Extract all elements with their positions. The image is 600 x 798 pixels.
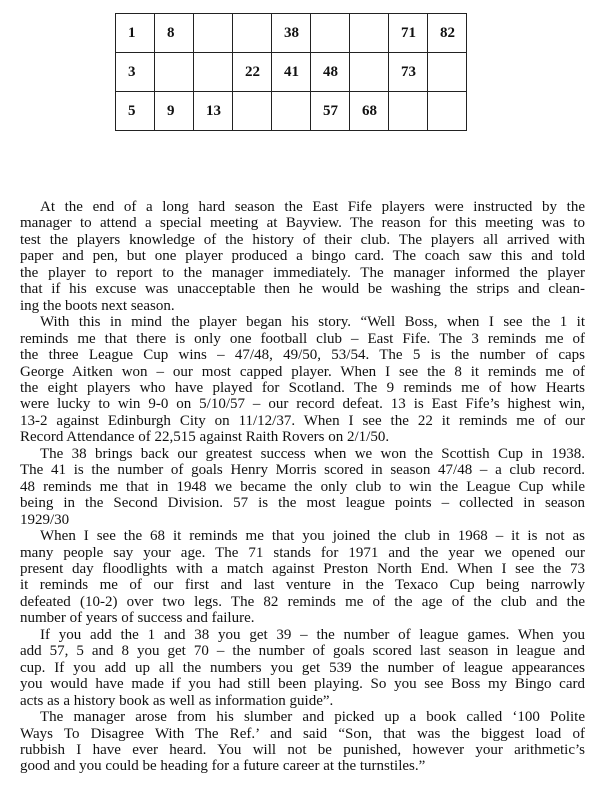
text-line: 48 reminds me that in 1948 we became the only club to win the League Cup while bbox=[20, 478, 585, 495]
bingo-row bbox=[116, 92, 467, 131]
text-line: acts as a history book as well as information guide”. bbox=[20, 692, 334, 709]
text-line: good and you could be heading for a future career at the turnstiles.” bbox=[20, 758, 426, 775]
paragraph bbox=[20, 314, 585, 446]
bingo-row bbox=[116, 14, 467, 53]
paragraph bbox=[20, 528, 585, 627]
text-line: rubbish I have ever heard. You will not be punished, however your arithmetic’s bbox=[20, 741, 585, 758]
text-line: cup. If you add up all the numbers you get 539 the number of league appearances bbox=[20, 659, 585, 676]
text-line: ing the boots next season. bbox=[20, 297, 175, 314]
text-line: George Aitken won – our most capped player. When I see the 8 it reminds me of bbox=[20, 363, 585, 380]
text-line: The 38 brings back our greatest success when we won the Scottish Cup in 1938. bbox=[40, 445, 585, 462]
story-text bbox=[20, 199, 585, 775]
bingo-cell: 38 bbox=[272, 14, 311, 53]
text-line: the three League Cup wins – 47/48, 49/50, 53/54. The 5 is the number of caps bbox=[20, 347, 585, 364]
bingo-cell: 73 bbox=[389, 53, 428, 92]
text-line: When I see the 68 it reminds me that you joined the club in 1968 – it is not as bbox=[40, 528, 585, 545]
bingo-cell bbox=[428, 53, 467, 92]
paragraph bbox=[20, 199, 585, 314]
text-line: the eight players who have played for Scotland. The 9 reminds me of how Hearts bbox=[20, 379, 585, 396]
text-line: With this in mind the player began his story. “Well Boss, when I see the 1 it bbox=[40, 314, 585, 331]
bingo-cell: 3 bbox=[116, 53, 155, 92]
bingo-cell: 1 bbox=[116, 14, 155, 53]
bingo-cell bbox=[428, 92, 467, 131]
paragraph bbox=[20, 627, 585, 709]
text-line: At the end of a long hard season the East Fife players were instructed by the bbox=[40, 199, 585, 215]
bingo-cell bbox=[350, 14, 389, 53]
paragraph bbox=[20, 446, 585, 528]
text-line: defeated (10-2) over two legs. The 82 reminds me of the age of the club and the bbox=[20, 593, 585, 610]
bingo-cell: 68 bbox=[350, 92, 389, 131]
bingo-cell: 41 bbox=[272, 53, 311, 92]
text-line: The manager arose from his slumber and picked up a book called ‘100 Polite bbox=[40, 709, 585, 726]
text-line: being in the Second Division. 57 is the most league points – collected in season bbox=[20, 495, 585, 512]
text-line: If you add the 1 and 38 you get 39 – the number of league games. When you bbox=[40, 626, 585, 643]
text-line: you would have made if you had still been playing. So you see Boss my Bingo card bbox=[20, 676, 585, 693]
bingo-cell: 13 bbox=[194, 92, 233, 131]
text-line: Ways To Disagree With The Ref.’ and said “Son, that was the biggest load of bbox=[20, 725, 585, 742]
text-line: The 41 is the number of goals Henry Morris scored in season 47/48 – a club record. bbox=[20, 462, 585, 479]
bingo-cell bbox=[350, 53, 389, 92]
bingo-cell bbox=[194, 53, 233, 92]
bingo-cell: 48 bbox=[311, 53, 350, 92]
text-line: manager to attend a special meeting at Bayview. The reason for this meeting was to bbox=[20, 215, 585, 232]
text-line: number of years of success and failure. bbox=[20, 610, 255, 627]
text-line: reminds me that there is only one football club – East Fife. The 3 reminds me of bbox=[20, 330, 585, 347]
bingo-cell: 8 bbox=[155, 14, 194, 53]
bingo-cell bbox=[389, 92, 428, 131]
bingo-cell: 71 bbox=[389, 14, 428, 53]
bingo-card bbox=[115, 13, 467, 131]
text-line: present day floodlights with a match against Preston North End. When I see the 73 bbox=[20, 560, 585, 577]
text-line: Record Attendance of 22,515 against Raith Rovers on 2/1/50. bbox=[20, 429, 390, 446]
bingo-cell bbox=[155, 53, 194, 92]
text-line: many people say your age. The 71 stands for 1971 and the year we opened our bbox=[20, 544, 585, 561]
bingo-cell: 9 bbox=[155, 92, 194, 131]
bingo-cell bbox=[311, 14, 350, 53]
text-line: the player to report to the manager immediately. The manager informed the player bbox=[20, 264, 585, 281]
bingo-cell: 82 bbox=[428, 14, 467, 53]
text-line: 13-2 against Edinburgh City on 11/12/37. When I see the 22 it reminds me of our bbox=[20, 412, 585, 429]
bingo-cell: 5 bbox=[116, 92, 155, 131]
bingo-cell: 22 bbox=[233, 53, 272, 92]
bingo-cell bbox=[272, 92, 311, 131]
text-line: paper and pen, but one player produced a bingo card. The coach saw this and told bbox=[20, 248, 585, 265]
paragraph bbox=[20, 709, 585, 775]
text-line: were lucky to win 9-0 on 5/10/57 – our record defeat. 13 is East Fife’s highest win, bbox=[20, 396, 585, 413]
text-line: test the players knowledge of the history of their club. The players all arrived with bbox=[20, 231, 585, 248]
text-line: 1929/30 bbox=[20, 511, 70, 528]
bingo-row bbox=[116, 53, 467, 92]
text-line: add 57, 5 and 8 you get 70 – the number of goals scored last season in league and bbox=[20, 643, 585, 660]
text-line: that if his excuse was unacceptable then he would be washing the strips and clean- bbox=[20, 281, 585, 298]
bingo-cell bbox=[233, 92, 272, 131]
bingo-cell bbox=[233, 14, 272, 53]
text-line: it reminds me of our first and last venture in the Texaco Cup being narrowly bbox=[20, 577, 585, 594]
bingo-cell: 57 bbox=[311, 92, 350, 131]
bingo-cell bbox=[194, 14, 233, 53]
